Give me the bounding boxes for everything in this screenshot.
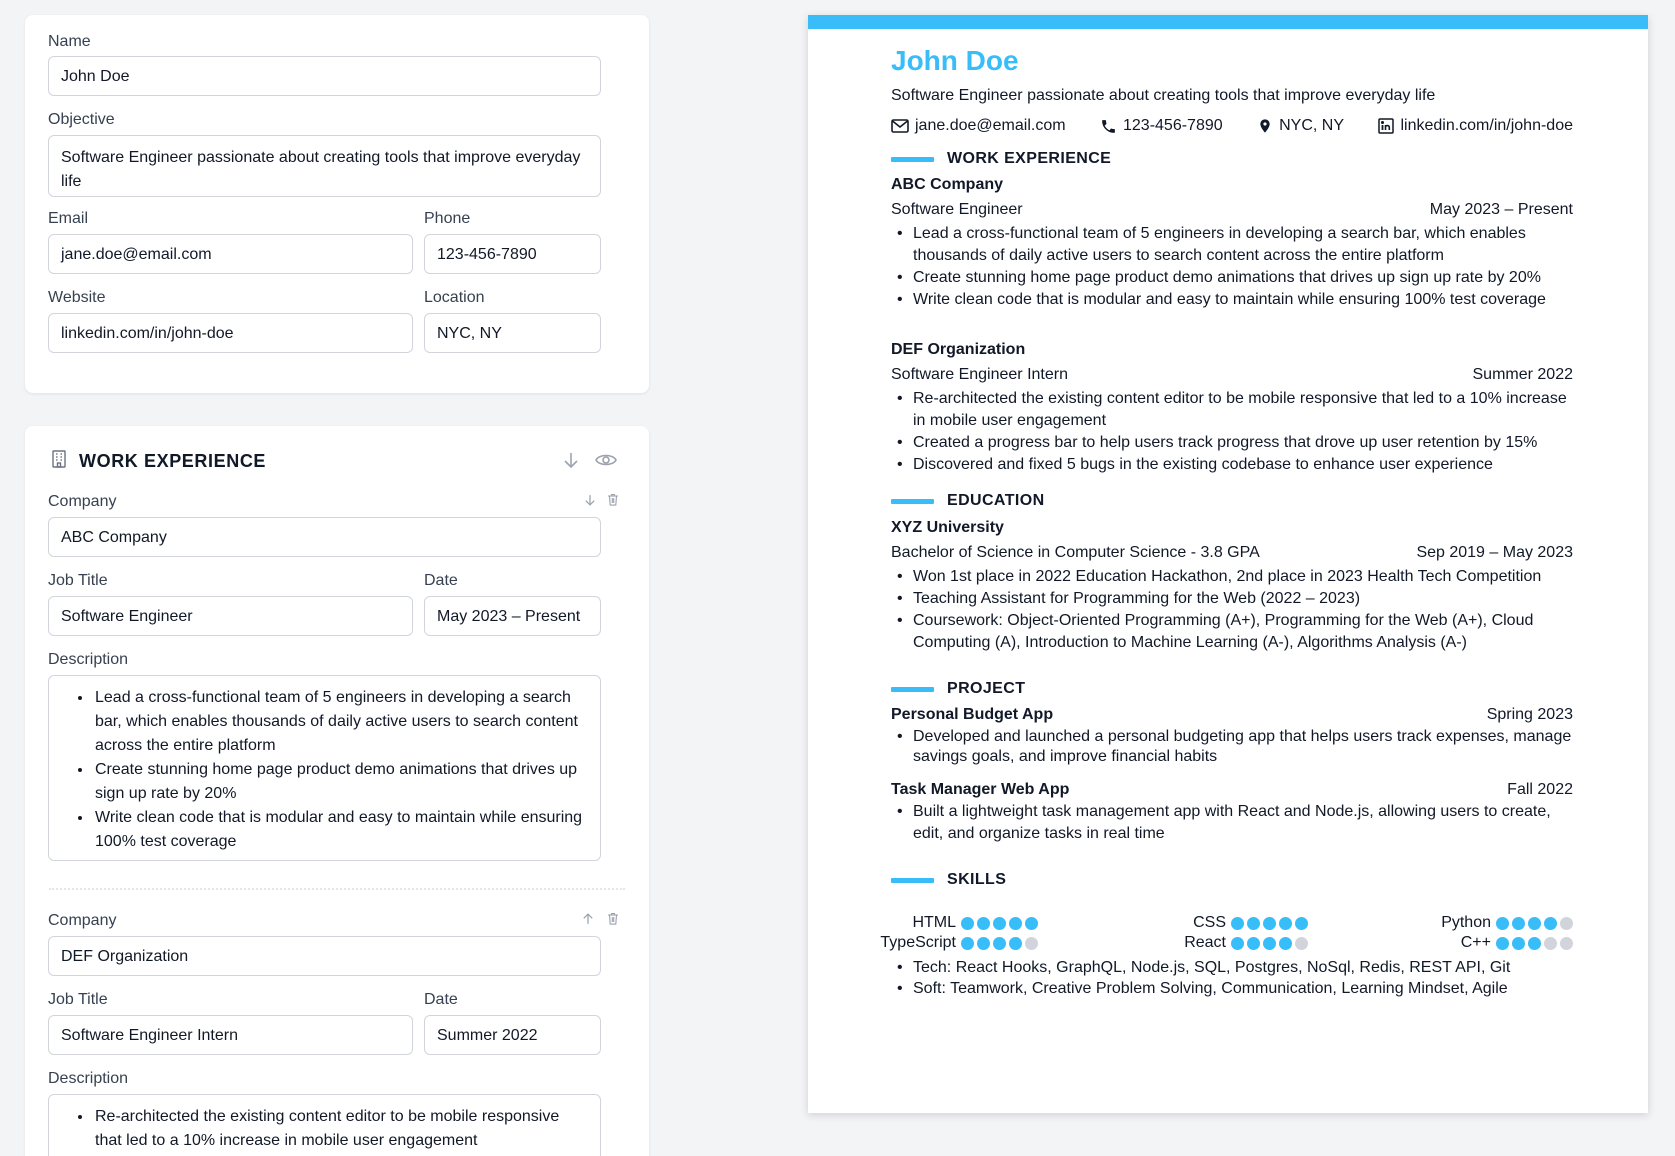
company-label: Company [48,912,117,929]
resume-work-heading [891,150,1111,168]
description-bullet: • Re-architected the existing content editor to be mobile responsive that led to a 10% increase in mobile user engagement [93,1105,588,1153]
resume-project-row [891,780,1573,800]
resume-job-bullets [891,223,1573,311]
resume-project-heading [891,680,1025,698]
rating-dot-filled [1528,917,1541,930]
date-input[interactable]: Summer 2022 [424,1015,601,1055]
skill-item [912,913,1038,933]
section-accent-bar [891,878,934,883]
resume-education-heading [891,492,1045,510]
job-title-input[interactable]: Software Engineer Intern [48,1015,413,1055]
rating-dot-filled [1512,937,1525,950]
resume-project-name: Personal Budget App [891,706,1054,723]
resume-contact-row [891,117,1573,135]
resume-bullet: • Discovered and fixed 5 bugs in the existing codebase to enhance user experience [891,454,1573,476]
resume-bullet: • Teaching Assistant for Programming for the Web (2022 – 2023) [891,588,1573,610]
move-entry-up-button[interactable] [580,911,596,927]
resume-project-date: Spring 2023 [1486,706,1573,723]
email-label: Email [48,210,89,227]
resume-objective: Software Engineer passionate about creating tools that improve everyday life [891,87,1436,104]
arrow-up-icon [581,912,595,926]
skill-name: React [1184,934,1226,951]
description-input[interactable] [48,1094,601,1156]
resume-job-company-text: DEF Organization [891,341,1026,358]
resume-job-title: Software Engineer [891,201,1023,218]
location-label: Location [424,289,485,306]
job-title-label: Job Title [48,572,108,589]
rating-dot-filled [993,937,1006,950]
skill-name: TypeScript [880,934,956,951]
resume-skills-bullets [891,957,1573,999]
eye-icon [594,448,618,472]
rating-dot-filled [961,937,974,950]
location-icon [1257,117,1273,135]
linkedin-icon [1378,118,1394,134]
resume-website [1378,117,1573,135]
rating-dot-empty [1295,937,1308,950]
rating-dot-filled [1025,917,1038,930]
rating-dot-filled [1496,917,1509,930]
objective-label: Objective [48,111,115,128]
rating-dot-filled [1247,937,1260,950]
skill-name: HTML [912,914,956,931]
work-section-header [49,449,266,474]
name-input[interactable]: John Doe [48,56,601,96]
rating-dot-filled [1231,917,1244,930]
rating-dot-filled [1009,937,1022,950]
resume-bullet: • Create stunning home page product demo animations that drives up sign up rate by 20% [891,267,1573,289]
date-label: Date [424,572,458,589]
description-label: Description [48,651,129,668]
section-accent-bar [891,687,934,692]
resume-name: John Doe [891,45,1019,76]
description-bullet: • Lead a cross-functional team of 5 engineers in developing a search bar, which enables thousands of daily active users to search content across the entire platform [93,686,588,758]
resume-accent-bar [808,15,1648,29]
location-input[interactable]: NYC, NY [424,313,601,353]
company-input[interactable]: DEF Organization [48,936,601,976]
resume-project-date: Fall 2022 [1507,781,1573,798]
resume-preview [808,15,1648,1113]
resume-bullet: • Tech: React Hooks, GraphQL, Node.js, SQL, Postgres, NoSql, Redis, REST API, Git [891,957,1573,978]
resume-bullet: • Coursework: Object-Oriented Programming (A+), Programming for the Web (A+), Cloud Computing (A), Introduction to Machine Learning (A-), Algorithms Analysis (A-) [891,610,1573,654]
skill-item [880,933,1038,953]
resume-project-row [891,705,1573,725]
resume-skills-title: SKILLS [947,871,1007,888]
rating-dot-filled [1512,917,1525,930]
rating-dot-filled [1544,917,1557,930]
rating-dot-filled [977,917,990,930]
mail-icon [891,118,909,134]
resume-bullet: • Write clean code that is modular and easy to maintain while ensuring 100% test coverage [891,289,1573,311]
skill-rating-dots [1231,917,1308,930]
phone-label: Phone [424,210,471,227]
delete-entry-button[interactable] [605,491,621,507]
resume-bullet: • Created a progress bar to help users track progress that drove up user retention by 15% [891,432,1573,454]
resume-bullet: • Re-architected the existing content editor to be mobile responsive that led to a 10% increase in mobile user engagement [891,388,1573,432]
resume-phone-text: 123-456-7890 [1123,117,1223,134]
rating-dot-filled [1279,917,1292,930]
phone-icon [1100,118,1117,135]
resume-job-company [891,175,1573,195]
resume-job-company-text: ABC Company [891,176,1004,193]
rating-dot-filled [1247,917,1260,930]
rating-dot-filled [1231,937,1244,950]
rating-dot-empty [1544,937,1557,950]
rating-dot-filled [1528,937,1541,950]
date-input[interactable]: May 2023 – Present [424,596,601,636]
rating-dot-filled [1279,937,1292,950]
skill-item [1461,933,1573,953]
arrow-down-icon [583,493,597,507]
skill-item [1441,913,1573,933]
website-input[interactable]: linkedin.com/in/john-doe [48,313,413,353]
name-label: Name [48,33,91,50]
rating-dot-filled [993,917,1006,930]
skill-item [1184,933,1308,953]
skill-name: Python [1441,914,1491,931]
arrow-down-icon [561,450,581,470]
entry-divider [49,888,625,890]
resume-website-text: linkedin.com/in/john-doe [1400,117,1573,134]
phone-input[interactable]: 123-456-7890 [424,234,601,274]
company-label: Company [48,493,117,510]
move-entry-down-button[interactable] [582,492,598,508]
resume-location-text: NYC, NY [1279,117,1344,134]
job-title-label: Job Title [48,991,108,1008]
resume-bullet: • Lead a cross-functional team of 5 engineers in developing a search bar, which enables thousands of daily active users to search content across the entire platform [891,223,1573,267]
resume-email-text: jane.doe@email.com [915,117,1066,134]
resume-bullet: • Developed and launched a personal budgeting app that helps users track expenses, manage savings goals, and improve financial habits [891,727,1573,767]
skill-rating-dots [961,937,1038,950]
job-title-input[interactable]: Software Engineer [48,596,413,636]
resume-bullet: • Won 1st place in 2022 Education Hackathon, 2nd place in 2023 Health Tech Competition [891,566,1573,588]
date-label: Date [424,991,458,1008]
resume-job-row [891,365,1573,385]
resume-project-title: PROJECT [947,680,1026,697]
resume-school-text: XYZ University [891,519,1004,536]
rating-dot-empty [1560,937,1573,950]
toggle-section-visibility-button[interactable] [593,447,619,473]
resume-job-bullets [891,388,1573,476]
resume-email [891,117,1066,135]
resume-location [1257,117,1344,135]
resume-job-date: May 2023 – Present [1429,201,1573,218]
skill-rating-dots [1496,917,1573,930]
skill-rating-dots [961,917,1038,930]
rating-dot-filled [1496,937,1509,950]
resume-degree-row [891,543,1573,563]
rating-dot-empty [1560,917,1573,930]
resume-degree: Bachelor of Science in Computer Science - 3.8 GPA [891,544,1260,561]
description-bullet: • Write clean code that is modular and easy to maintain while ensuring 100% test coverage [93,806,588,854]
rating-dot-filled [977,937,990,950]
company-input[interactable]: ABC Company [48,517,601,557]
resume-project-bullets [891,727,1573,767]
rating-dot-filled [1263,937,1276,950]
description-label: Description [48,1070,129,1087]
website-label: Website [48,289,106,306]
resume-work-title: WORK EXPERIENCE [947,150,1112,167]
section-accent-bar [891,499,934,504]
resume-education-bullets [891,566,1573,654]
work-experience-form-card [25,426,649,1156]
trash-icon [606,492,620,507]
description-input[interactable] [48,675,601,861]
resume-bullet: • Soft: Teamwork, Creative Problem Solving, Communication, Learning Mindset, Agile [891,978,1573,999]
resume-project-name: Task Manager Web App [891,781,1070,798]
rating-dot-filled [1009,917,1022,930]
resume-phone [1100,117,1223,135]
skill-rating-dots [1496,937,1573,950]
profile-form-card [25,15,649,393]
resume-project-bullets [891,801,1573,845]
work-section-title: WORK EXPERIENCE [79,451,267,471]
skill-rating-dots [1231,937,1308,950]
building-icon [49,449,69,474]
rating-dot-filled [961,917,974,930]
trash-icon [606,911,620,926]
section-accent-bar [891,157,934,162]
resume-school [891,518,1573,538]
rating-dot-filled [1295,917,1308,930]
resume-job-company [891,340,1573,360]
description-bullet: • Create stunning home page product demo animations that drives up sign up rate by 20% [93,758,588,806]
rating-dot-filled [1263,917,1276,930]
resume-education-title: EDUCATION [947,492,1045,509]
resume-bullet: • Built a lightweight task management app with React and Node.js, allowing users to create, edit, and organize tasks in real time [891,801,1573,845]
email-input[interactable]: jane.doe@email.com [48,234,413,274]
resume-education-date: Sep 2019 – May 2023 [1416,544,1573,561]
delete-entry-button[interactable] [605,910,621,926]
skill-name: CSS [1193,914,1226,931]
move-section-down-button[interactable] [559,448,583,472]
skill-item [1193,913,1308,933]
resume-skills-heading [891,871,1006,889]
skill-name: C++ [1460,934,1491,951]
rating-dot-empty [1025,937,1038,950]
resume-job-row [891,200,1573,220]
resume-job-title: Software Engineer Intern [891,366,1068,383]
resume-job-date: Summer 2022 [1472,366,1573,383]
objective-input[interactable]: Software Engineer passionate about creating tools that improve everyday life [48,135,601,197]
